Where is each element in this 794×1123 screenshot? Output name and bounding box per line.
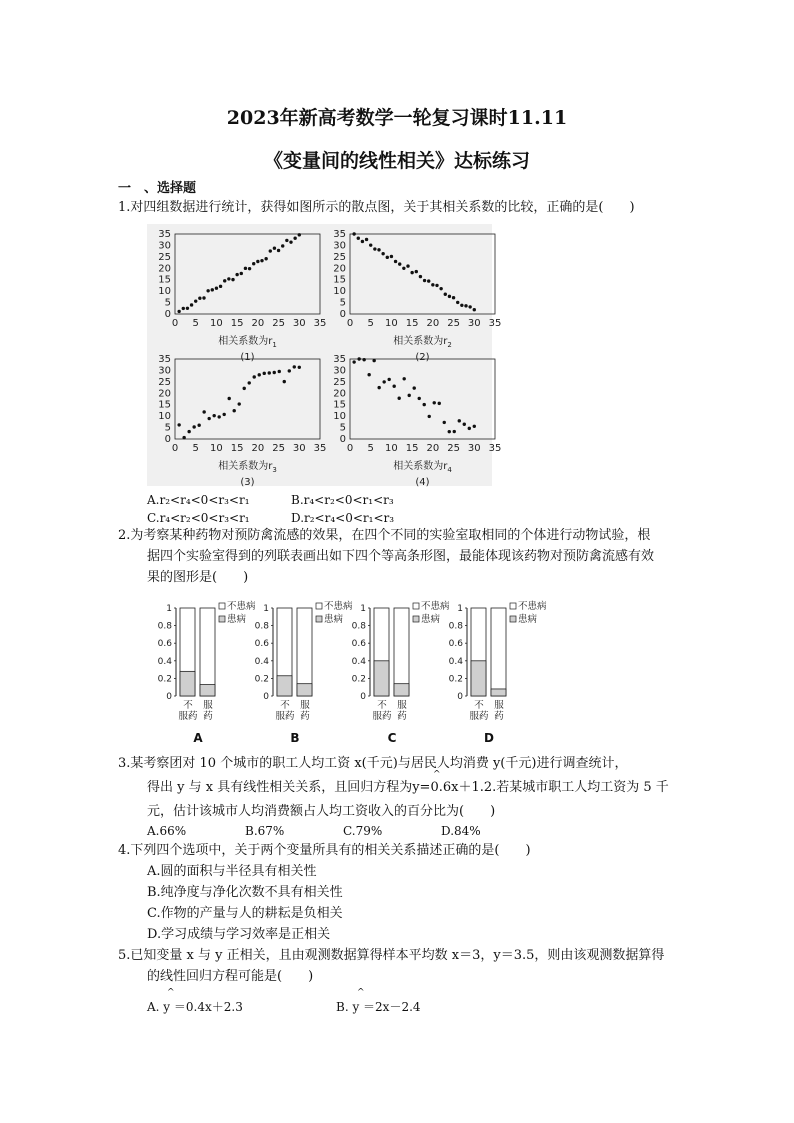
q5-line2: 的线性回归方程可能是( ) [147, 969, 314, 984]
y-tick-label: 10 [158, 286, 171, 298]
scatter-point [298, 366, 301, 369]
scatter-point [285, 239, 288, 242]
scatter-point [402, 267, 405, 270]
legend-label-not-sick: 不患病 [421, 601, 450, 612]
scatter-point [186, 307, 189, 310]
scatter-point [223, 279, 226, 282]
y-tick-label: 35 [158, 229, 171, 240]
y-tick-label: 30 [333, 240, 346, 252]
scatter-point [387, 378, 390, 381]
legend-swatch-not-sick [219, 603, 225, 609]
x-tick-label: 10 [210, 443, 223, 454]
scatter-point [194, 299, 197, 302]
legend-label-sick: 患病 [421, 614, 441, 625]
y-tick-label: 0 [164, 309, 171, 320]
y-tick-label: 15 [158, 274, 171, 286]
bar-not-sick [200, 608, 215, 696]
x-tick-label: 15 [230, 318, 244, 329]
scatter-point [264, 257, 267, 260]
q2-stem-line1: 2.为考察某种药物对预防禽流感的效果，在四个不同的实验室取相同的个体进行动物试验，根 [118, 528, 651, 543]
bar-not-sick [394, 608, 409, 696]
scatter-point [372, 359, 375, 362]
scatter-point [397, 397, 400, 400]
scatter-point [263, 372, 266, 375]
scatter-point [438, 402, 441, 405]
y-tick-label: 0 [166, 692, 172, 702]
legend-label-sick: 患病 [324, 614, 344, 625]
y-tick-label: 0 [263, 692, 269, 702]
y-tick-label: 25 [158, 251, 171, 263]
scatter-point [406, 264, 409, 267]
legend-swatch-sick [316, 616, 322, 622]
bar-sick [200, 685, 215, 696]
x-tick-label: 10 [385, 318, 398, 329]
scatter-point [278, 370, 281, 373]
x-tick-label: 15 [405, 443, 419, 454]
scatter-point [219, 285, 222, 288]
scatter-point [377, 248, 380, 251]
x-label-medicine: 药 [300, 711, 310, 722]
scatter-point [258, 373, 261, 376]
scatter-point [197, 424, 200, 427]
x-tick-label: 30 [467, 318, 481, 329]
x-tick-label: 20 [426, 318, 440, 329]
y-tick-label: 35 [333, 354, 346, 365]
y-tick-label: 20 [158, 388, 171, 400]
scatter-point [215, 287, 218, 290]
plot-frame [175, 359, 320, 439]
plot-caption-subscript: 2 [447, 341, 452, 349]
option-a-hat-mark: ^ [167, 988, 175, 998]
plot-caption: 相关系数为$r_1$ [218, 336, 277, 349]
x-tick-label: 35 [488, 443, 502, 454]
scatter-point [418, 397, 421, 400]
legend-swatch-not-sick [316, 603, 322, 609]
scatter-point [228, 397, 231, 400]
y-tick-label: 0.6 [448, 639, 463, 650]
y-tick-label: 10 [333, 411, 346, 423]
scatter-point [448, 430, 451, 433]
bar-not-sick [297, 608, 312, 696]
scatter-point [413, 386, 416, 389]
x-tick-label: 0 [346, 318, 354, 329]
scatter-point [398, 262, 401, 265]
scatter-point [439, 287, 442, 290]
scatter-point [352, 232, 355, 235]
scatter-point [253, 375, 256, 378]
x-tick-label: 5 [192, 318, 199, 329]
scatter-point [452, 296, 455, 299]
bar-sick [277, 676, 292, 696]
scatter-point [357, 237, 360, 240]
scatter-point [293, 237, 296, 240]
scatter-point [386, 256, 389, 259]
plot-number: (4) [415, 477, 430, 488]
scatter-point [392, 385, 395, 388]
legend-label-sick: 患病 [227, 614, 247, 625]
y-tick-label: 1 [457, 604, 463, 614]
x-label-no-medicine: 服药 [275, 711, 295, 722]
scatter-point [468, 305, 471, 308]
scatter-point [453, 430, 456, 433]
scatter-point [423, 403, 426, 406]
y-tick-label: 15 [333, 274, 346, 286]
section-heading: 一 、选择题 [118, 181, 197, 196]
x-label-medicine: 服 [494, 700, 504, 711]
scatter-point [217, 415, 220, 418]
scatter-point [362, 358, 365, 361]
legend-swatch-not-sick [413, 603, 419, 609]
y-tick-label: 20 [333, 263, 346, 275]
y-tick-label: 0.4 [157, 656, 172, 667]
option-b-hat-mark: ^ [357, 988, 365, 998]
y-tick-label: 30 [158, 240, 171, 252]
scatter-point [448, 295, 451, 298]
scatter-point [289, 240, 292, 243]
scatter-point [435, 284, 438, 287]
scatter-point [273, 371, 276, 374]
y-tick-label: 0 [339, 309, 346, 320]
y-tick-label: 25 [333, 251, 346, 263]
page-title-line2: 《变量间的线性相关》达标练习 [263, 150, 530, 172]
x-label-medicine: 药 [203, 711, 213, 722]
x-label-no-medicine: 服药 [178, 711, 198, 722]
scatter-point [288, 369, 291, 372]
y-tick-label: 0.2 [157, 674, 172, 685]
q3-line2: 得出 y 与 x 具有线性相关关系，且回归方程为y=0.6x＋1.2.若某城市职工人均工资为 5 千 [147, 780, 669, 795]
scatter-point [281, 244, 284, 247]
scatter-point [190, 303, 193, 306]
x-tick-label: 30 [292, 318, 306, 329]
scatter-point [268, 371, 271, 374]
chart-letter: D [484, 731, 494, 745]
q4-option-c[interactable]: C.作物的产量与人的耕耘是负相关 [147, 906, 343, 921]
plot-number: (3) [240, 477, 255, 488]
x-tick-label: 25 [447, 318, 460, 329]
y-tick-label: 0.2 [448, 674, 463, 685]
y-tick-label: 0.6 [157, 639, 172, 650]
scatter-point [381, 252, 384, 255]
legend-swatch-not-sick [510, 603, 516, 609]
scatter-point [473, 425, 476, 428]
scatter-point [463, 423, 466, 426]
scatter-point [369, 243, 372, 246]
legend-swatch-sick [510, 616, 516, 622]
q4-stem: 4.下列四个选项中，关于两个变量所具有的相关关系描述正确的是( ) [118, 843, 531, 858]
x-tick-label: 20 [251, 443, 265, 454]
x-tick-label: 20 [251, 318, 265, 329]
scatter-point [382, 380, 385, 383]
y-tick-label: 5 [164, 422, 171, 434]
bar-sick [180, 671, 195, 696]
chart-letter: B [290, 731, 300, 745]
plot-caption-subscript: 4 [447, 466, 452, 474]
y-tick-label: 10 [333, 286, 346, 298]
q1-option-d[interactable]: D.r₂<r₄<0<r₁<r₃ [291, 511, 395, 525]
plot-caption: 相关系数为$r_2$ [393, 336, 452, 349]
q1-stem: 1.对四组数据进行统计，获得如图所示的散点图，关于其相关系数的比较，正确的是( ) [118, 200, 635, 215]
y-tick-label: 25 [333, 376, 346, 388]
y-tick-label: 20 [333, 388, 346, 400]
plot-caption: 相关系数为$r_3$ [218, 461, 277, 474]
plot-caption-subscript: 3 [272, 466, 277, 474]
scatter-point [260, 259, 263, 262]
scatter-point [277, 249, 280, 252]
scatter-point [235, 273, 238, 276]
scatter-point [377, 386, 380, 389]
scatter-point [357, 357, 360, 360]
q1-scatter-figure [147, 224, 502, 488]
plot-number: (1) [240, 352, 255, 363]
x-tick-label: 0 [171, 443, 179, 454]
y-tick-label: 25 [158, 376, 171, 388]
x-tick-label: 30 [467, 443, 481, 454]
y-tick-label: 10 [158, 411, 171, 423]
q2-figure [140, 598, 570, 748]
scatter-point [460, 304, 463, 307]
scatter-point [182, 307, 185, 310]
x-label-no-medicine: 不 [377, 700, 387, 711]
scatter-point [361, 240, 364, 243]
scatter-point [464, 304, 467, 307]
scatter-point [427, 279, 430, 282]
x-label-no-medicine: 不 [474, 700, 484, 711]
scatter-point [468, 427, 471, 430]
scatter-point [192, 425, 195, 428]
scatter-point [244, 267, 247, 270]
scatter-point [373, 247, 376, 250]
x-tick-label: 30 [292, 443, 306, 454]
x-tick-label: 25 [447, 443, 460, 454]
x-label-medicine: 药 [494, 711, 504, 722]
bar-sick [491, 689, 506, 696]
y-tick-label: 0.8 [157, 621, 172, 632]
q5-option-b[interactable]: B. y ＝2x－2.4 [336, 1000, 421, 1014]
scatter-point [243, 387, 246, 390]
scatter-point [456, 301, 459, 304]
legend-label-not-sick: 不患病 [227, 601, 256, 612]
q1-option-a[interactable]: A.r₂<r₄<0<r₃<r₁ [147, 493, 250, 507]
x-tick-label: 0 [346, 443, 354, 454]
scatter-point [238, 402, 241, 405]
scatter-point [473, 308, 476, 311]
y-tick-label: 0.2 [351, 674, 366, 685]
y-tick-label: 1 [263, 604, 269, 614]
regression-hat-mark: ^ [433, 770, 441, 780]
scatter-point [410, 271, 413, 274]
q3-option-a[interactable]: A.66% [147, 824, 187, 838]
scatter-point [177, 423, 180, 426]
y-tick-label: 1 [360, 604, 366, 614]
scatter-point [394, 260, 397, 263]
y-tick-label: 5 [339, 422, 346, 434]
legend-label-not-sick: 不患病 [518, 601, 547, 612]
y-tick-label: 0.4 [254, 656, 269, 667]
q5-option-a[interactable]: A. y ＝0.4x＋2.3 [147, 1000, 243, 1014]
x-label-medicine: 服 [397, 700, 407, 711]
x-tick-label: 15 [405, 318, 419, 329]
scatter-point [202, 296, 205, 299]
bar-sick [471, 661, 486, 696]
x-label-no-medicine: 不 [280, 700, 290, 711]
scatter-point [298, 233, 301, 236]
legend-swatch-sick [413, 616, 419, 622]
scatter-point [212, 414, 215, 417]
scatter-point [390, 255, 393, 258]
y-tick-label: 5 [339, 297, 346, 309]
scatter-point [428, 415, 431, 418]
x-tick-label: 15 [230, 443, 244, 454]
y-tick-label: 0.8 [448, 621, 463, 632]
y-tick-label: 0.8 [351, 621, 366, 632]
page-title-line1: 2023年新高考数学一轮复习课时11.11 [226, 107, 568, 129]
scatter-point [423, 279, 426, 282]
y-tick-label: 30 [333, 365, 346, 377]
scatter-point [231, 278, 234, 281]
y-tick-label: 0.4 [351, 656, 366, 667]
q1-option-b[interactable]: B.r₄<r₂<0<r₁<r₃ [291, 493, 394, 507]
bar-sick [297, 684, 312, 696]
scatter-point [273, 247, 276, 250]
scatter-point [419, 275, 422, 278]
scatter-point [352, 360, 355, 363]
scatter-point [458, 419, 461, 422]
legend-swatch-sick [219, 616, 225, 622]
scatter-point [256, 260, 259, 263]
legend-label-not-sick: 不患病 [324, 601, 353, 612]
q3-option-d[interactable]: D.84% [441, 824, 481, 838]
scatter-point [182, 436, 185, 439]
y-tick-label: 1 [166, 604, 172, 614]
scatter-point [443, 421, 446, 424]
scatter-point [198, 296, 201, 299]
q3-option-c[interactable]: C.79% [343, 824, 383, 838]
bar-sick [394, 684, 409, 696]
scatter-point [211, 288, 214, 291]
scatter-point [187, 430, 190, 433]
scatter-point [444, 293, 447, 296]
y-tick-label: 0.6 [254, 639, 269, 650]
scatter-point [283, 380, 286, 383]
scatter-point [408, 394, 411, 397]
q3-line1: 3.某考察团对 10 个城市的职工人均工资 x(千元)与居民人均消费 y(千元)进行调查统计， [118, 756, 628, 771]
scatter-point [206, 289, 209, 292]
chart-letter: C [387, 731, 397, 745]
x-tick-label: 10 [385, 443, 398, 454]
y-tick-label: 35 [333, 229, 346, 240]
scatter-point [248, 381, 251, 384]
q2-stem-line2: 据四个实验室得到的列联表画出如下四个等高条形图，最能体现该药物对预防禽流感有效 [147, 549, 655, 564]
y-tick-label: 35 [158, 354, 171, 365]
q2-bar-figure [140, 598, 570, 748]
x-tick-label: 20 [426, 443, 440, 454]
y-tick-label: 0 [164, 434, 171, 445]
y-tick-label: 0.2 [254, 674, 269, 685]
q4-option-d[interactable]: D.学习成绩与学习效率是正相关 [147, 927, 331, 942]
x-tick-label: 25 [272, 443, 285, 454]
scatter-point [269, 249, 272, 252]
chart-letter: A [193, 731, 203, 745]
q3-option-b[interactable]: B.67% [245, 824, 285, 838]
scatter-point [240, 272, 243, 275]
legend-label-sick: 患病 [518, 614, 538, 625]
q3-line3: 元，估计该城市人均消费额占人均工资收入的百分比为( ) [147, 804, 496, 819]
q5-line1: 5.已知变量 x 与 y 正相关，且由观测数据算得样本平均数 x＝3，y＝3.5，则由该观测数据算得 [118, 948, 665, 963]
plot-caption: 相关系数为$r_4$ [393, 461, 452, 474]
x-label-no-medicine: 服药 [372, 711, 392, 722]
plot-number: (2) [415, 352, 430, 363]
y-tick-label: 0 [339, 434, 346, 445]
scatter-point [177, 310, 180, 313]
y-tick-label: 0.4 [448, 656, 463, 667]
x-tick-label: 35 [488, 318, 502, 329]
y-tick-label: 30 [158, 365, 171, 377]
q2-stem-line3: 果的图形是( ) [147, 570, 249, 585]
scatter-point [367, 373, 370, 376]
x-tick-label: 35 [313, 318, 327, 329]
y-tick-label: 0 [457, 692, 463, 702]
scatter-point [222, 413, 225, 416]
bar-sick [374, 661, 389, 696]
y-tick-label: 0.8 [254, 621, 269, 632]
x-tick-label: 5 [192, 443, 199, 454]
scatter-point [227, 277, 230, 280]
scatter-point [248, 267, 251, 270]
y-tick-label: 0 [360, 692, 366, 702]
x-tick-label: 5 [367, 443, 374, 454]
scatter-point [403, 377, 406, 380]
scatter-point [431, 283, 434, 286]
x-tick-label: 10 [210, 318, 223, 329]
scatter-point [293, 365, 296, 368]
scatter-point [233, 409, 236, 412]
scatter-point [207, 417, 210, 420]
scatter-point [202, 410, 205, 413]
y-tick-label: 5 [164, 297, 171, 309]
x-label-medicine: 服 [300, 700, 310, 711]
q4-option-a[interactable]: A.圆的面积与半径具有相关性 [147, 864, 317, 879]
x-label-no-medicine: 不 [183, 700, 193, 711]
q1-option-c[interactable]: C.r₄<r₂<0<r₃<r₁ [147, 511, 250, 525]
x-tick-label: 35 [313, 443, 327, 454]
x-label-medicine: 服 [203, 700, 213, 711]
scatter-point [415, 270, 418, 273]
q1-figure-panel [147, 224, 502, 488]
x-tick-label: 5 [367, 318, 374, 329]
x-tick-label: 25 [272, 318, 285, 329]
scatter-point [433, 401, 436, 404]
y-tick-label: 15 [158, 399, 171, 411]
scatter-point [252, 262, 255, 265]
x-label-no-medicine: 服药 [469, 711, 489, 722]
y-tick-label: 0.6 [351, 639, 366, 650]
q4-option-b[interactable]: B.纯净度与净化次数不具有相关性 [147, 885, 343, 900]
y-tick-label: 15 [333, 399, 346, 411]
y-tick-label: 20 [158, 263, 171, 275]
x-label-medicine: 药 [397, 711, 407, 722]
bar-not-sick [491, 608, 506, 696]
x-tick-label: 0 [171, 318, 179, 329]
plot-caption-subscript: 1 [272, 341, 277, 349]
scatter-point [365, 238, 368, 241]
